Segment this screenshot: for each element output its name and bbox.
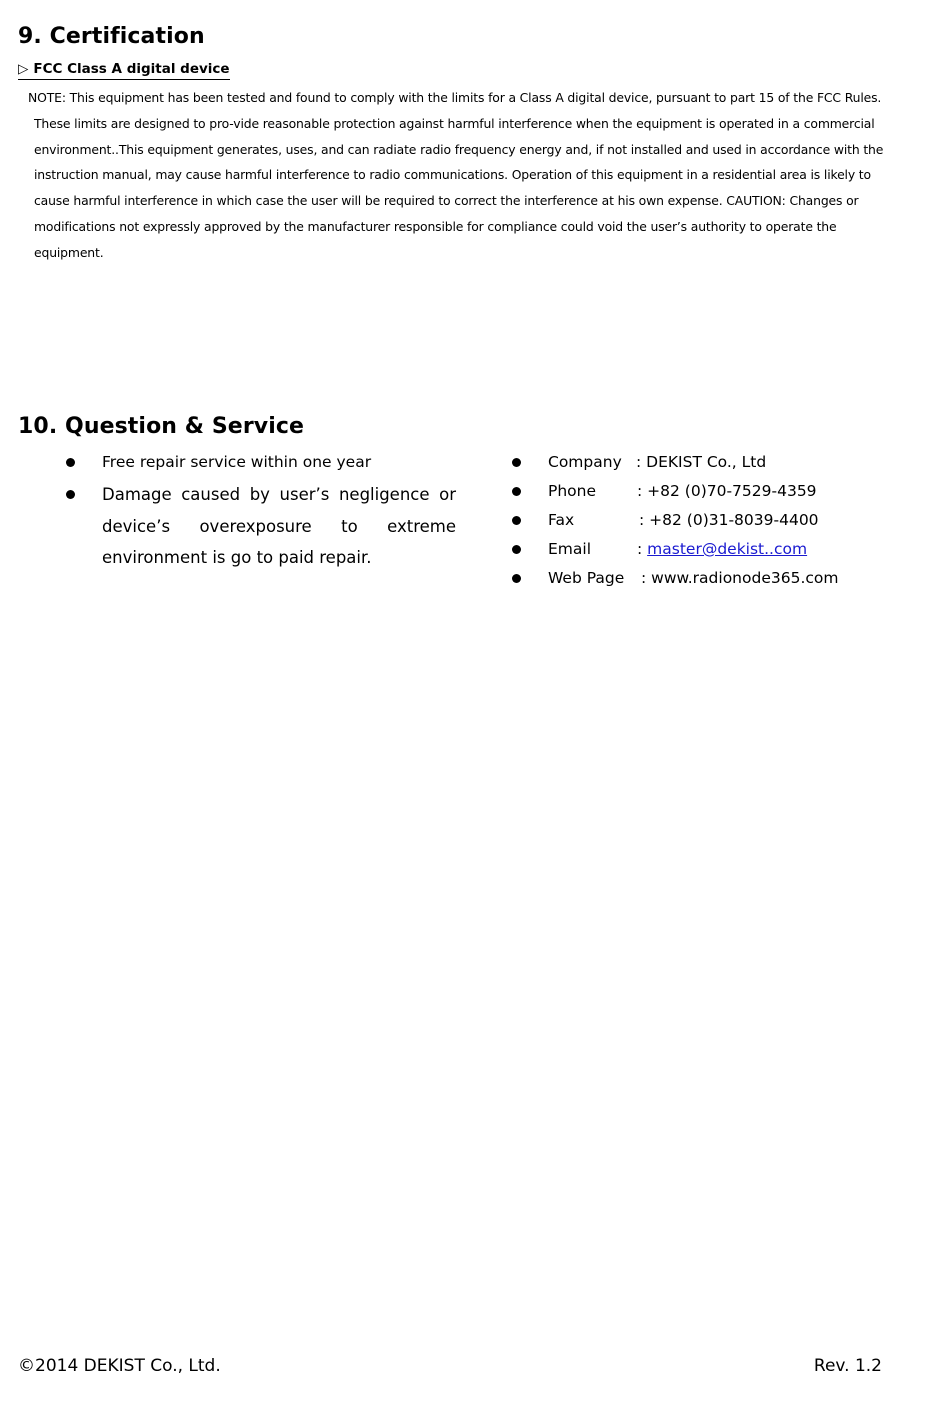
triangle-marker-icon: ▷: [18, 61, 29, 77]
contact-label: Fax: [548, 511, 575, 529]
contact-item-email: [508, 537, 928, 566]
fcc-subheading: [18, 61, 230, 80]
service-heading: 10. Question & Service: [18, 414, 305, 439]
list-item: [62, 479, 456, 574]
certification-heading: 9. Certification: [18, 24, 205, 49]
contact-label: Email: [548, 540, 592, 558]
bullet-icon: [512, 574, 521, 583]
service-terms-list: [62, 450, 456, 574]
service-term-text: Free repair service within one year: [102, 453, 372, 471]
contact-value: [637, 537, 807, 562]
bullet-icon: [66, 490, 75, 499]
list-item: [62, 450, 456, 475]
service-term-text: Damage caused by user’s negligence or device’s overexposure to extreme environment is go to paid repair.: [102, 485, 456, 567]
contact-list: [508, 450, 928, 595]
contact-label: Company: [548, 453, 622, 471]
contact-value: : DEKIST Co., Ltd: [636, 453, 767, 471]
fcc-subheading-text: FCC Class A digital device: [33, 61, 230, 77]
footer-copyright: ©2014 DEKIST Co., Ltd.: [18, 1356, 221, 1376]
bullet-icon: [512, 516, 521, 525]
contact-item-company: [508, 450, 928, 479]
contact-prefix: :: [637, 540, 648, 558]
fcc-note-paragraph: NOTE: This equipment has been tested and found to comply with the limits for a Class A digital device, pursuant to part 15 of the FCC Rules. These limits are designed to pro-vide reasonable protection against harmful interference when the equipment is operated in a commercial environment..This equipment generates, uses, and can radiate radio frequency energy and, if not installed and used in accordance with the instruction manual, may cause harmful interference to radio communications. Operation of this equipment in a residential area is likely to cause harmful interference in which case the user will be required to correct the interference at his own expense. CAUTION: Changes or modifications not expressly approved by the manufacturer responsible for compliance could void the user’s authority to operate the equipment.: [28, 90, 884, 260]
contact-item-phone: [508, 479, 928, 508]
contact-value: : +82 (0)31-8039-4400: [639, 511, 819, 529]
footer-revision: Rev. 1.2: [813, 1356, 882, 1376]
bullet-icon: [512, 545, 521, 554]
bullet-icon: [66, 458, 75, 467]
contact-item-fax: [508, 508, 928, 537]
bullet-icon: [512, 487, 521, 496]
email-link[interactable]: master@dekist..com: [647, 540, 808, 558]
contact-value: : www.radionode365.com: [641, 569, 839, 587]
bullet-icon: [512, 458, 521, 467]
contact-label: Web Page: [548, 569, 625, 587]
contact-item-web-page: [508, 566, 928, 595]
contact-label: Phone: [548, 482, 597, 500]
contact-value: : +82 (0)70-7529-4359: [637, 482, 817, 500]
